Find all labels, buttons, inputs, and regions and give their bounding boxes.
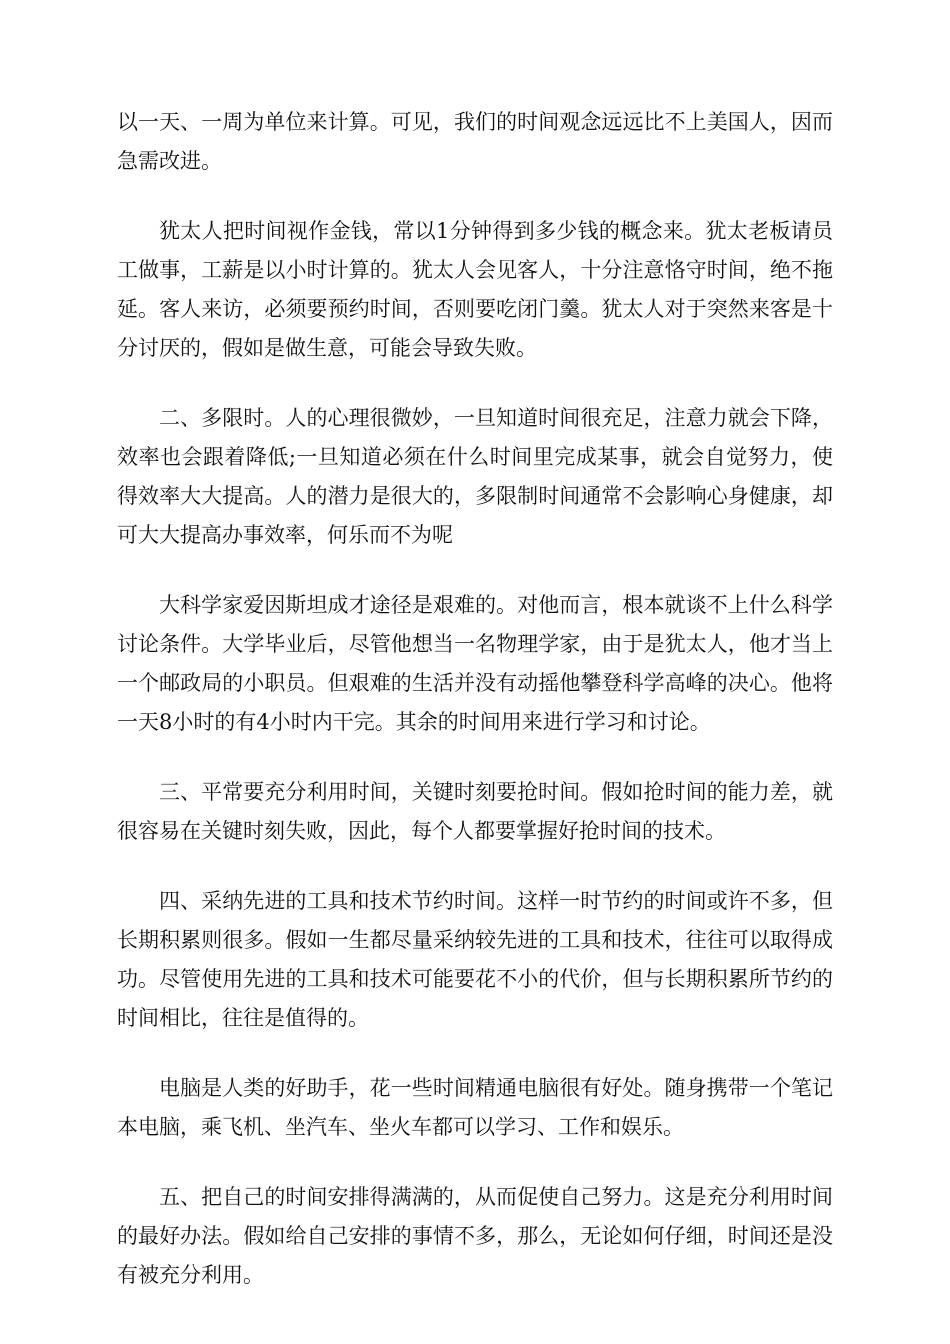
paragraph-schedule: 五、把自己的时间安排得满满的，从而促使自己努力。这是充分利用时间的最好办法。假如给自己安排的事情不多，那么，无论如何仔细，时间还是没有被充分利用。 bbox=[117, 1185, 833, 1287]
document-body bbox=[117, 103, 833, 1326]
paragraph-use-time: 三、平常要充分利用时间，关键时刻要抢时间。假如抢时间的能力差，就很容易在关键时刻失败，因此，每个人都要掌握好抢时间的技术。 bbox=[117, 780, 833, 843]
paragraph-continuation: 以一天、一周为单位来计算。可见，我们的时间观念远远比不上美国人，因而急需改进。 bbox=[117, 110, 833, 173]
paragraph-jewish-time: 犹太人把时间视作金钱，常以1分钟得到多少钱的概念来。犹太老板请员工做事，工薪是以小时计算的。犹太人会见客人，十分注意恪守时间，绝不拖延。客人来访，必须要预约时间，否则要吃闭门羹。犹太人对于突然来客是十分讨厌的，假如是做生意，可能会导致失败。 bbox=[117, 219, 833, 360]
paragraph-limit-time: 二、多限时。人的心理很微妙，一旦知道时间很充足，注意力就会下降，效率也会跟着降低;一旦知道必须在什么时间里完成某事，就会自觉努力，使得效率大大提高。人的潜力是很大的，多限制时间通常不会影响心身健康，却可大大提高办事效率，何乐而不为呢 bbox=[117, 406, 833, 547]
paragraph-einstein: 大科学家爱因斯坦成才途径是艰难的。对他而言，根本就谈不上什么科学讨论条件。大学毕业后，尽管他想当一名物理学家，由于是犹太人，他才当上一个邮政局的小职员。但艰难的生活并没有动摇他攀登科学高峰的决心。他将一天8小时的有4小时内干完。其余的时间用来进行学习和讨论。 bbox=[117, 593, 833, 734]
paragraph-tools: 四、采纳先进的工具和技术节约时间。这样一时节约的时间或许不多，但长期积累则很多。假如一生都尽量采纳较先进的工具和技术，往往可以取得成功。尽管使用先进的工具和技术可能要花不小的代价，但与长期积累所节约的时间相比，往往是值得的。 bbox=[117, 889, 833, 1030]
paragraph-computer: 电脑是人类的好助手，花一些时间精通电脑很有好处。随身携带一个笔记本电脑，乘飞机、坐汽车、坐火车都可以学习、工作和娱乐。 bbox=[117, 1076, 833, 1139]
